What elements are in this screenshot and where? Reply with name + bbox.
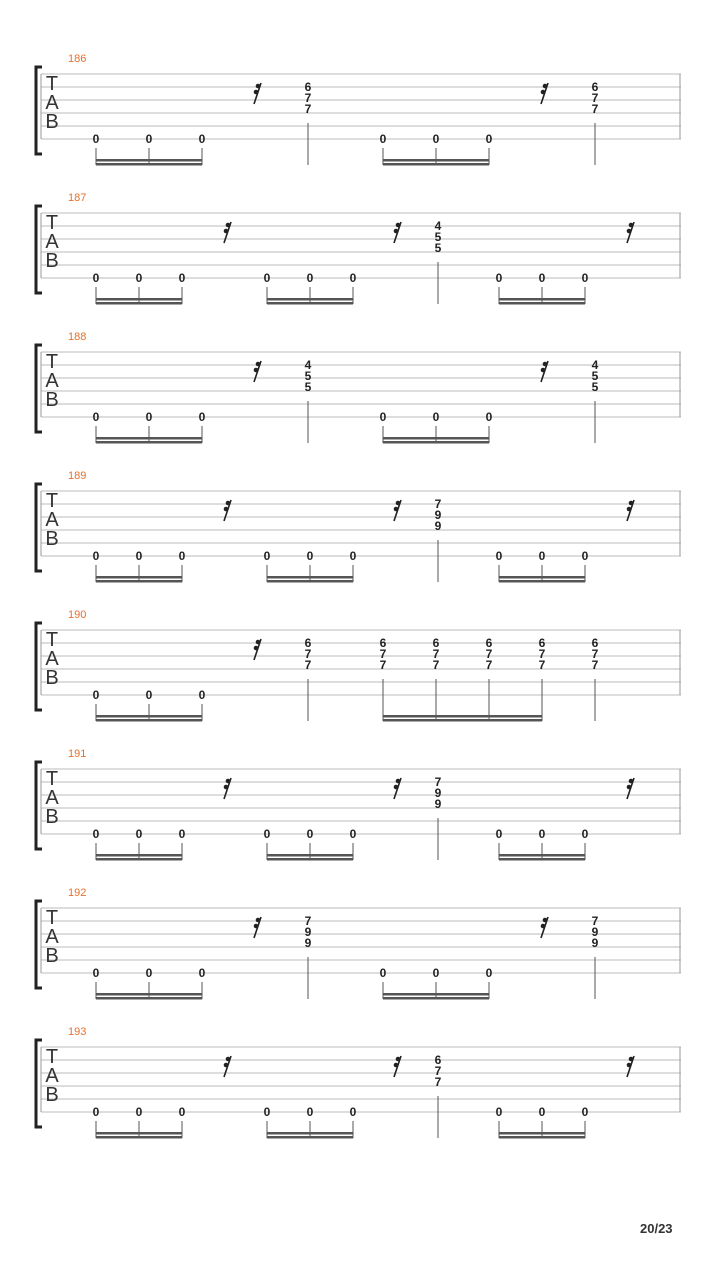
fret-number: 0 [135,549,143,563]
tab-clef-letter: B [45,945,59,967]
chord-fret-number: 7 [591,91,599,105]
note-beam [267,580,353,583]
fret-number: 0 [92,966,100,980]
chord-fret-number: 9 [591,925,599,939]
fret-number: 0 [145,132,153,146]
chord-fret-number: 7 [304,102,312,116]
chord-fret-number: 6 [304,636,312,650]
note-beam [96,163,202,166]
measure-number: 186 [68,53,87,65]
fret-number: 0 [263,1105,271,1119]
fret-number: 0 [379,132,387,146]
fret-number: 0 [581,1105,589,1119]
note-beam [267,302,353,305]
tab-clef-letter: B [45,806,59,828]
fret-number: 0 [198,688,206,702]
note-beam [383,715,542,718]
note-beam [267,854,353,857]
chord-fret-number: 5 [591,369,599,383]
measure-number: 192 [68,887,87,899]
sixteenth-rest-icon [394,500,401,521]
fret-number: 0 [581,827,589,841]
tab-clef-letter: T [45,907,59,929]
tab-clef-letter: A [45,648,59,670]
fret-number: 0 [485,132,493,146]
measure-number: 190 [68,609,87,621]
sixteenth-rest-icon [627,222,634,243]
chord-fret-number: 6 [591,80,599,94]
fret-number: 0 [538,549,546,563]
tab-clef-letter: T [45,73,59,95]
note-beam [96,302,182,305]
chord-fret-number: 9 [434,508,442,522]
fret-number: 0 [495,1105,503,1119]
chord-fret-number: 7 [304,914,312,928]
note-beam [96,719,202,722]
tab-clef-letter: A [45,1065,59,1087]
note-beam [383,437,489,440]
fret-number: 0 [145,410,153,424]
fret-number: 0 [432,132,440,146]
note-beam [383,993,489,996]
fret-number: 0 [178,549,186,563]
note-beam [383,441,489,444]
note-beam [96,993,202,996]
chord-fret-number: 7 [591,914,599,928]
sixteenth-rest-icon [224,500,231,521]
chord-fret-number: 9 [434,519,442,533]
note-beam [383,719,542,722]
note-beam [96,159,202,162]
sixteenth-rest-icon [224,1056,231,1077]
tab-clef-letter: T [45,212,59,234]
sixteenth-rest-icon [627,500,634,521]
note-beam [499,1132,585,1135]
note-beam [96,715,202,718]
chord-fret-number: 6 [538,636,546,650]
sixteenth-rest-icon [394,222,401,243]
chord-fret-number: 7 [379,647,387,661]
chord-fret-number: 5 [434,241,442,255]
fret-number: 0 [495,549,503,563]
chord-fret-number: 7 [434,775,442,789]
fret-number: 0 [92,410,100,424]
chord-fret-number: 7 [485,647,493,661]
note-beam [499,298,585,301]
sixteenth-rest-icon [627,1056,634,1077]
fret-number: 0 [581,549,589,563]
fret-number: 0 [178,827,186,841]
chord-fret-number: 6 [432,636,440,650]
fret-number: 0 [145,966,153,980]
note-beam [267,576,353,579]
fret-number: 0 [178,271,186,285]
tab-clef-letter: T [45,629,59,651]
chord-fret-number: 7 [485,658,493,672]
note-beam [267,1136,353,1139]
sixteenth-rest-icon [254,83,261,104]
note-beam [267,1132,353,1135]
tab-clef-letter: B [45,250,59,272]
note-beam [96,580,182,583]
fret-number: 0 [306,549,314,563]
fret-number: 0 [198,132,206,146]
chord-fret-number: 6 [304,80,312,94]
chord-fret-number: 9 [304,925,312,939]
fret-number: 0 [145,688,153,702]
chord-fret-number: 4 [304,358,312,372]
fret-number: 0 [92,549,100,563]
tab-clef-letter: B [45,1084,59,1106]
fret-number: 0 [306,271,314,285]
fret-number: 0 [379,966,387,980]
chord-fret-number: 7 [304,647,312,661]
fret-number: 0 [306,827,314,841]
chord-fret-number: 7 [304,658,312,672]
note-beam [499,576,585,579]
tab-clef-letter: A [45,370,59,392]
chord-fret-number: 6 [485,636,493,650]
note-beam [499,302,585,305]
tab-clef-letter: A [45,509,59,531]
note-beam [267,858,353,861]
fret-number: 0 [135,271,143,285]
chord-fret-number: 6 [434,1053,442,1067]
measure-number: 188 [68,331,87,343]
fret-number: 0 [178,1105,186,1119]
sixteenth-rest-icon [254,639,261,660]
note-beam [383,997,489,1000]
note-beam [499,580,585,583]
tab-clef-letter: T [45,351,59,373]
fret-number: 0 [135,827,143,841]
fret-number: 0 [485,966,493,980]
fret-number: 0 [263,271,271,285]
tab-clef-letter: B [45,389,59,411]
chord-fret-number: 7 [538,647,546,661]
note-beam [383,159,489,162]
chord-fret-number: 7 [434,1075,442,1089]
fret-number: 0 [135,1105,143,1119]
fret-number: 0 [379,410,387,424]
measure-number: 191 [68,748,87,760]
note-beam [499,858,585,861]
fret-number: 0 [198,410,206,424]
fret-number: 0 [349,271,357,285]
note-beam [499,1136,585,1139]
sixteenth-rest-icon [541,361,548,382]
fret-number: 0 [432,966,440,980]
sixteenth-rest-icon [224,222,231,243]
note-beam [96,854,182,857]
chord-fret-number: 7 [591,647,599,661]
note-beam [499,854,585,857]
tab-clef-letter: B [45,528,59,550]
chord-fret-number: 7 [304,91,312,105]
note-beam [96,1132,182,1135]
sixteenth-rest-icon [394,778,401,799]
fret-number: 0 [495,271,503,285]
tab-clef-letter: A [45,231,59,253]
sixteenth-rest-icon [394,1056,401,1077]
fret-number: 0 [306,1105,314,1119]
fret-number: 0 [92,688,100,702]
chord-fret-number: 6 [379,636,387,650]
chord-fret-number: 7 [591,658,599,672]
fret-number: 0 [92,132,100,146]
chord-fret-number: 9 [434,786,442,800]
note-beam [383,163,489,166]
tab-clef-letter: T [45,1046,59,1068]
fret-number: 0 [92,271,100,285]
chord-fret-number: 5 [304,369,312,383]
note-beam [267,298,353,301]
fret-number: 0 [349,549,357,563]
tab-clef-letter: T [45,768,59,790]
chord-fret-number: 4 [434,219,442,233]
fret-number: 0 [538,827,546,841]
chord-fret-number: 7 [538,658,546,672]
measure-number: 187 [68,192,87,204]
chord-fret-number: 7 [591,102,599,116]
note-beam [96,437,202,440]
chord-fret-number: 9 [304,936,312,950]
chord-fret-number: 7 [432,647,440,661]
page-number: 20/23 [640,1221,673,1236]
note-beam [96,1136,182,1139]
fret-number: 0 [581,271,589,285]
fret-number: 0 [263,827,271,841]
sixteenth-rest-icon [627,778,634,799]
chord-fret-number: 7 [432,658,440,672]
chord-fret-number: 4 [591,358,599,372]
fret-number: 0 [263,549,271,563]
measure-number: 193 [68,1026,87,1038]
chord-fret-number: 5 [591,380,599,394]
note-beam [96,858,182,861]
fret-number: 0 [349,1105,357,1119]
tab-clef-letter: A [45,787,59,809]
note-beam [96,997,202,1000]
fret-number: 0 [349,827,357,841]
tab-clef-letter: A [45,926,59,948]
note-beam [96,576,182,579]
chord-fret-number: 6 [591,636,599,650]
fret-number: 0 [538,271,546,285]
chord-fret-number: 7 [434,1064,442,1078]
note-beam [96,441,202,444]
sixteenth-rest-icon [224,778,231,799]
tab-clef-letter: A [45,92,59,114]
tab-clef-letter: T [45,490,59,512]
chord-fret-number: 5 [434,230,442,244]
fret-number: 0 [495,827,503,841]
sixteenth-rest-icon [541,83,548,104]
fret-number: 0 [92,1105,100,1119]
chord-fret-number: 9 [591,936,599,950]
tab-clef-letter: B [45,111,59,133]
chord-fret-number: 9 [434,797,442,811]
tab-clef-letter: B [45,667,59,689]
fret-number: 0 [432,410,440,424]
sixteenth-rest-icon [541,917,548,938]
sixteenth-rest-icon [254,917,261,938]
fret-number: 0 [92,827,100,841]
sixteenth-rest-icon [254,361,261,382]
fret-number: 0 [538,1105,546,1119]
chord-fret-number: 5 [304,380,312,394]
fret-number: 0 [485,410,493,424]
chord-fret-number: 7 [434,497,442,511]
measure-number: 189 [68,470,87,482]
fret-number: 0 [198,966,206,980]
note-beam [96,298,182,301]
chord-fret-number: 7 [379,658,387,672]
